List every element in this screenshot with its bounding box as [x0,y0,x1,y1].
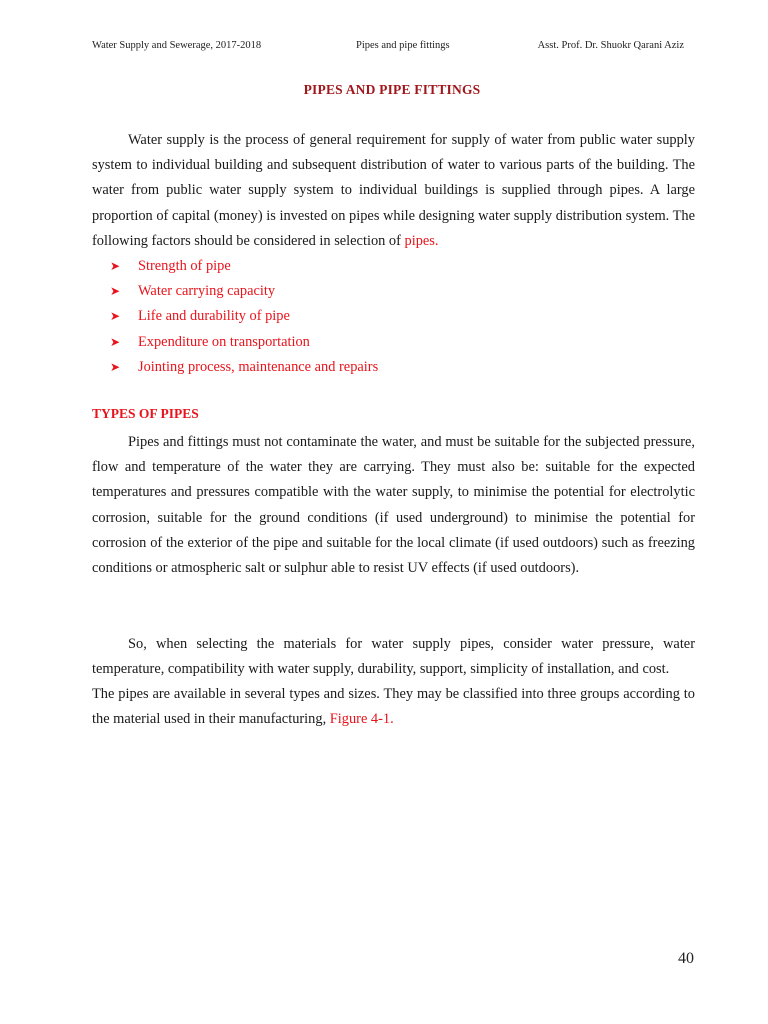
selection-factors-list [110,254,378,380]
arrowhead-bullet-icon: ➤ [110,359,121,374]
header-author: Asst. Prof. Dr. Shuokr Qarani Aziz [537,40,684,51]
section-heading-types-of-pipes: TYPES OF PIPES [92,406,199,421]
arrowhead-bullet-icon: ➤ [110,259,121,273]
pipes-link[interactable]: pipes. [404,232,439,249]
page-number: 40 [678,950,694,967]
para3-text: The pipes are available in several types and sizes. They may be classified into three groups according to the material used in their manufacturing, [92,686,695,728]
list-item [110,304,378,329]
running-header [92,40,684,56]
factor-label: Jointing process, maintenance and repairs [138,358,379,375]
list-item [110,254,378,279]
types-paragraph-3 [92,682,695,732]
list-item [110,355,378,380]
factor-label: Life and durability of pipe [138,308,290,325]
arrowhead-bullet-icon: ➤ [110,309,121,324]
header-topic: Pipes and pipe fittings [356,40,450,51]
factor-label: Water carrying capacity [138,283,276,300]
intro-paragraph [92,128,695,254]
list-item [110,330,378,355]
factor-label: Expenditure on transportation [138,333,310,350]
types-paragraph-1: Pipes and fittings must not contaminate the water, and must be suitable for the subjected pressure, flow and temperature of the water they are carrying. They must also be: suitable for the expected temperatures and pressures compatible with the water supply, to minimise the potential for electrolytic corrosion, suitable for the ground conditions (if used underground) to minimise the potential for corrosion of the exterior of the pipe and suitable for the local climate (if used outdoors) such as freezing conditions or atmospheric salt or sulphur able to resist UV effects (if used outdoors). [92,434,695,577]
arrowhead-bullet-icon: ➤ [110,334,121,349]
arrowhead-bullet-icon: ➤ [110,284,121,299]
header-course: Water Supply and Sewerage, 2017-2018 [92,40,262,51]
factor-label: Strength of pipe [138,258,231,274]
intro-text: Water supply is the process of general requirement for supply of water from public water supply system to individual building and subsequent distribution of water to various parts of the building. The water from public water supply system to individual buildings is supplied through pipes. A large proportion of capital (money) is invested on pipes while designing water supply distribution system. The following factors should be considered in selection of [92,132,695,249]
types-paragraph-2: So, when selecting the materials for water supply pipes, consider water pressure, water temperature, compatibility with water supply, durability, support, simplicity of installation, and cost. [92,636,695,678]
page-title: PIPES AND PIPE FITTINGS [303,82,481,97]
figure-reference-link[interactable]: Figure 4-1. [329,711,394,728]
list-item [110,279,378,304]
